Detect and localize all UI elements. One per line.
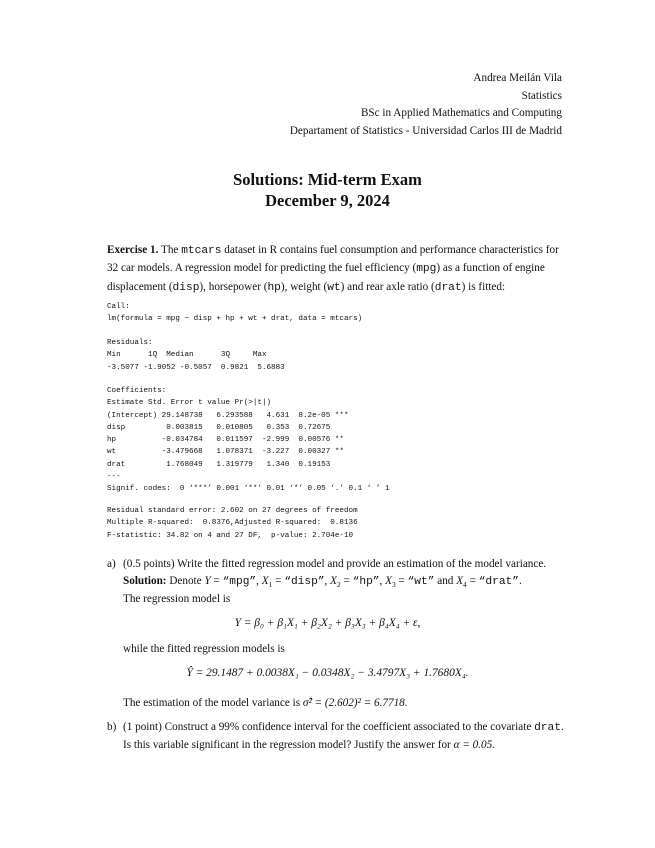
course-subject: Statistics <box>521 89 562 102</box>
exercise-intro: Exercise 1. The mtcars dataset in R contains fuel consumption and performance characteristics for 32 car models. A regression model for predicting the fuel efficiency (mpg) as a function of engine displacement (disp), horsepower (hp), weight (wt) and rear axle ratio (drat) is fitted: <box>107 244 559 294</box>
r-output-residuals: Residuals: Min 1Q Median 3Q Max -3.5077 -1.9052 -0.5057 0.9821 5.6883 <box>107 339 285 372</box>
solution-label: Solution: <box>123 575 167 587</box>
r-output-summary: Residual standard error: 2.602 on 27 degrees of freedom Multiple R-squared: 0.8376,Adjusted R-squared: 0.8136 F-statistic: 34.82 on 4 and 27 DF, p-value: 2.704e-10 <box>107 507 358 540</box>
question-a-label: a) <box>107 558 116 570</box>
author-name: Andrea Meilán Vila <box>473 72 562 84</box>
fitted-equation: Ŷ = 29.1487 + 0.0038X₁ − 0.0348X₂ − 3.4797X₃ + 1.7680X₄. <box>186 667 469 679</box>
exercise-label: Exercise 1. <box>107 244 159 256</box>
model-equation: Y = β₀ + β₁X₁ + β₂X₂ + β₃X₃ + β₄X₄ + ε, <box>234 617 421 629</box>
exam-title: Solutions: Mid-term Exam <box>233 170 422 189</box>
fitted-intro: while the fitted regression models is <box>123 643 285 655</box>
dataset-name: mtcars <box>181 245 222 257</box>
r-output-call: Call: lm(formula = mpg ~ disp + hp + wt + drat, data = mtcars) <box>107 303 363 324</box>
question-b <box>107 719 567 754</box>
r-output-coefficients: Coefficients: Estimate Std. Error t value Pr(>|t|) (Intercept) 29.148738 6.293588 4.631 8.2e-05 *** disp 0.003815 0.010805 0.353 0.72675 hp -0.034784 0.011597 -2.999 0.00576 ** wt -3.479668 1.078371 -3.227 0.00327 ** drat 1.768049 1.319779 1.340 0.19153 --- Signif. codes: 0 ‘***’ 0.001 ‘**’ 0.01 ‘*’ 0.05 ‘.’ 0.1 ‘ ’ 1 <box>107 387 390 494</box>
model-intro: The regression model is <box>123 593 231 605</box>
author-header <box>290 70 562 140</box>
question-a-text: (0.5 points) Write the fitted regression model and provide an estimation of the model variance. <box>123 558 547 570</box>
department-affiliation: Departament of Statistics - Universidad Carlos III de Madrid <box>289 124 562 137</box>
variance-equation: σ̂² = (2.602)² = 6.7718. <box>302 697 408 709</box>
exam-date: December 9, 2024 <box>265 191 390 210</box>
question-b-text: (1 point) Construct a 99% confidence interval for the coefficient associated to the covariate drat. Is this variable significant in the regression model? Justify the answer for α = 0.05. <box>123 721 564 751</box>
question-b-label: b) <box>107 721 117 733</box>
degree-program: BSc in Applied Mathematics and Computing <box>360 107 562 120</box>
question-a <box>107 556 567 573</box>
solution-a-denote: Solution: Denote Y = “mpg”, $X_1$ = “disp”, $X_2$ = “hp”, $X_3$ = “wt” and $X_4$ = “drat”. <box>123 575 522 590</box>
variance-statement: The estimation of the model variance is σ̂² = (2.602)² = 6.7718. <box>123 697 408 709</box>
